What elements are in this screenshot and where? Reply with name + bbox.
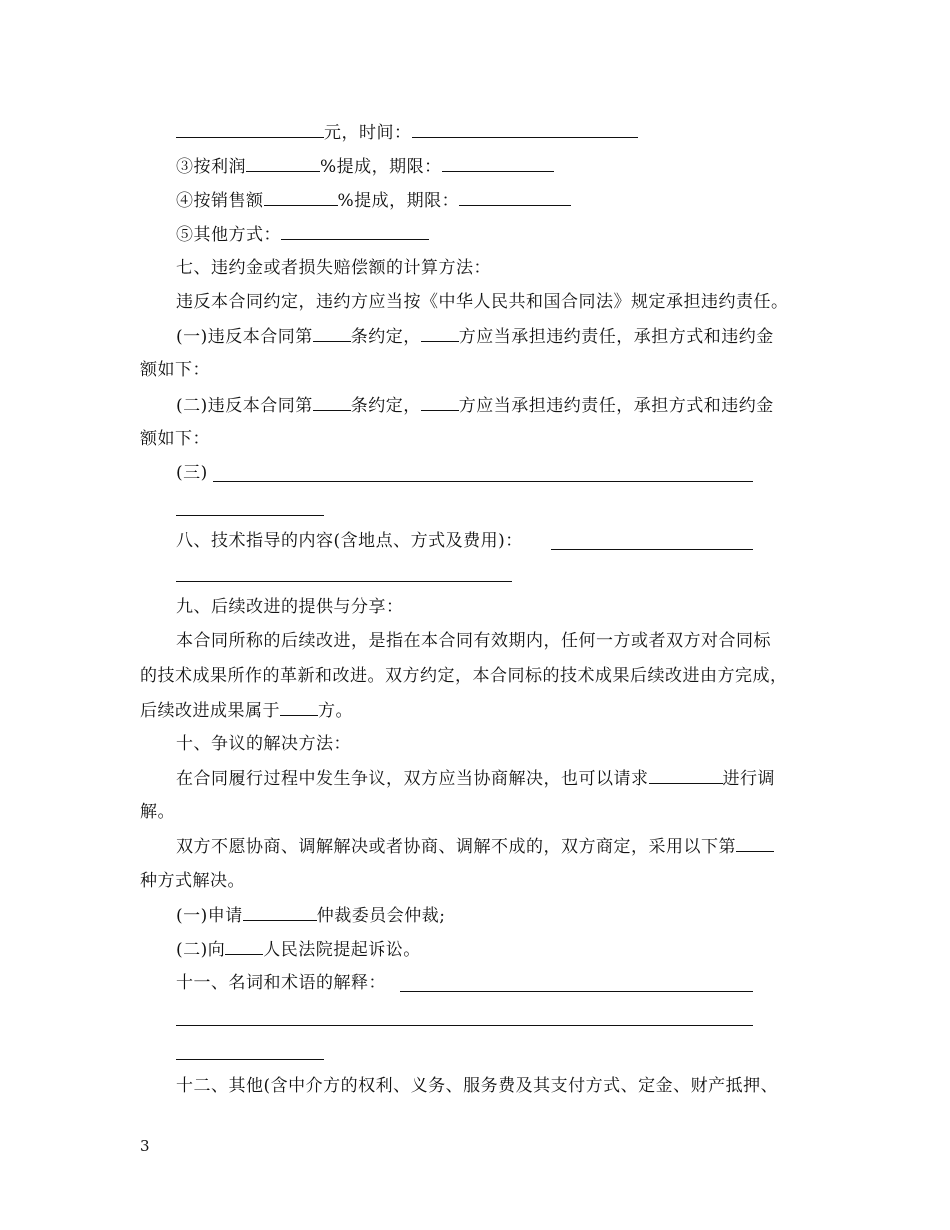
text: 仲裁委员会仲裁; — [316, 906, 446, 926]
text: 双方不愿协商、调解解决或者协商、调解不成的，双方商定，采用以下第 — [176, 837, 736, 857]
blank-field — [225, 938, 263, 955]
blank-field — [264, 189, 338, 206]
page-number: 3 — [140, 1137, 150, 1155]
other-method-line — [176, 223, 429, 246]
blank-field — [243, 904, 317, 921]
text: 方应当承担违约责任，承担方式和违约金 — [458, 396, 774, 416]
text: (一)违反本合同第 — [176, 327, 313, 347]
sales-share-line — [176, 189, 571, 212]
paragraph-line — [176, 835, 774, 858]
option-2-line — [176, 938, 421, 961]
text: ③按利润 — [176, 157, 246, 177]
profit-share-line — [176, 155, 554, 178]
text: 元，时间： — [324, 123, 412, 143]
text: (二)违反本合同第 — [176, 396, 313, 416]
paragraph-line: 本合同所称的后续改进，是指在本合同有效期内，任何一方或者双方对合同标 — [176, 631, 771, 651]
text: 方。 — [318, 701, 353, 721]
section-heading-12: 十二、其他(含中介方的权利、义务、服务费及其支付方式、定金、财产抵押、 — [176, 1076, 779, 1096]
section-heading-11 — [176, 972, 386, 994]
blank-field — [281, 223, 429, 240]
section-heading-8 — [176, 530, 523, 552]
blank-field — [213, 481, 753, 482]
text: 条约定， — [350, 396, 421, 416]
blank-field — [551, 549, 753, 550]
text: 方应当承担违约责任，承担方式和违约金 — [458, 327, 774, 347]
blank-field — [246, 155, 320, 172]
blank-field — [649, 767, 723, 784]
blank-field — [176, 121, 324, 138]
payment-amount-line — [176, 121, 638, 144]
paragraph-line — [176, 767, 775, 790]
blank-field — [313, 325, 351, 342]
paragraph-line: 额如下： — [140, 429, 210, 449]
blank-field — [313, 394, 351, 411]
paragraph-line: 种方式解决。 — [140, 871, 245, 891]
blank-field — [176, 515, 324, 516]
paragraph-line: 违反本合同约定，违约方应当按《中华人民共和国合同法》规定承担违约责任。 — [176, 292, 789, 312]
text: (一)申请 — [176, 906, 243, 926]
clause-1-line — [176, 325, 774, 348]
blank-field — [442, 155, 554, 172]
clause-3-line — [176, 462, 208, 484]
paragraph-line: 的技术成果所作的革新和改进。双方约定，本合同标的技术成果后续改进由方完成， — [140, 666, 788, 686]
option-1-line — [176, 904, 446, 927]
text: 十一、名词和术语的解释： — [176, 973, 386, 993]
text: (二)向 — [176, 940, 226, 960]
paragraph-line: 额如下： — [140, 360, 210, 380]
blank-field — [421, 325, 459, 342]
text: ⑤其他方式： — [176, 225, 281, 245]
text: 后续改进成果属于 — [140, 701, 280, 721]
text: ④按销售额 — [176, 191, 264, 211]
text: 八、技术指导的内容(含地点、方式及费用)： — [176, 531, 523, 551]
blank-field — [412, 121, 638, 138]
blank-field — [176, 1059, 324, 1060]
text: 在合同履行过程中发生争议，双方应当协商解决，也可以请求 — [176, 769, 649, 789]
paragraph-line — [140, 699, 353, 722]
section-heading-10: 十、争议的解决方法： — [176, 734, 351, 754]
blank-field — [736, 835, 774, 852]
blank-field — [421, 394, 459, 411]
blank-field — [176, 581, 512, 582]
section-heading-7: 七、违约金或者损失赔偿额的计算方法： — [176, 258, 491, 278]
clause-2-line — [176, 394, 774, 417]
blank-field — [459, 189, 571, 206]
text: 进行调 — [722, 769, 775, 789]
text: %提成，期限： — [320, 157, 442, 177]
blank-field — [400, 991, 753, 992]
blank-field — [176, 1025, 753, 1026]
text: (三) — [176, 463, 208, 483]
blank-field — [280, 699, 318, 716]
text: 条约定， — [350, 327, 421, 347]
section-heading-9: 九、后续改进的提供与分享： — [176, 597, 404, 617]
text: %提成，期限： — [337, 191, 460, 211]
text: 人民法院提起诉讼。 — [263, 940, 421, 960]
paragraph-line: 解。 — [140, 802, 175, 822]
